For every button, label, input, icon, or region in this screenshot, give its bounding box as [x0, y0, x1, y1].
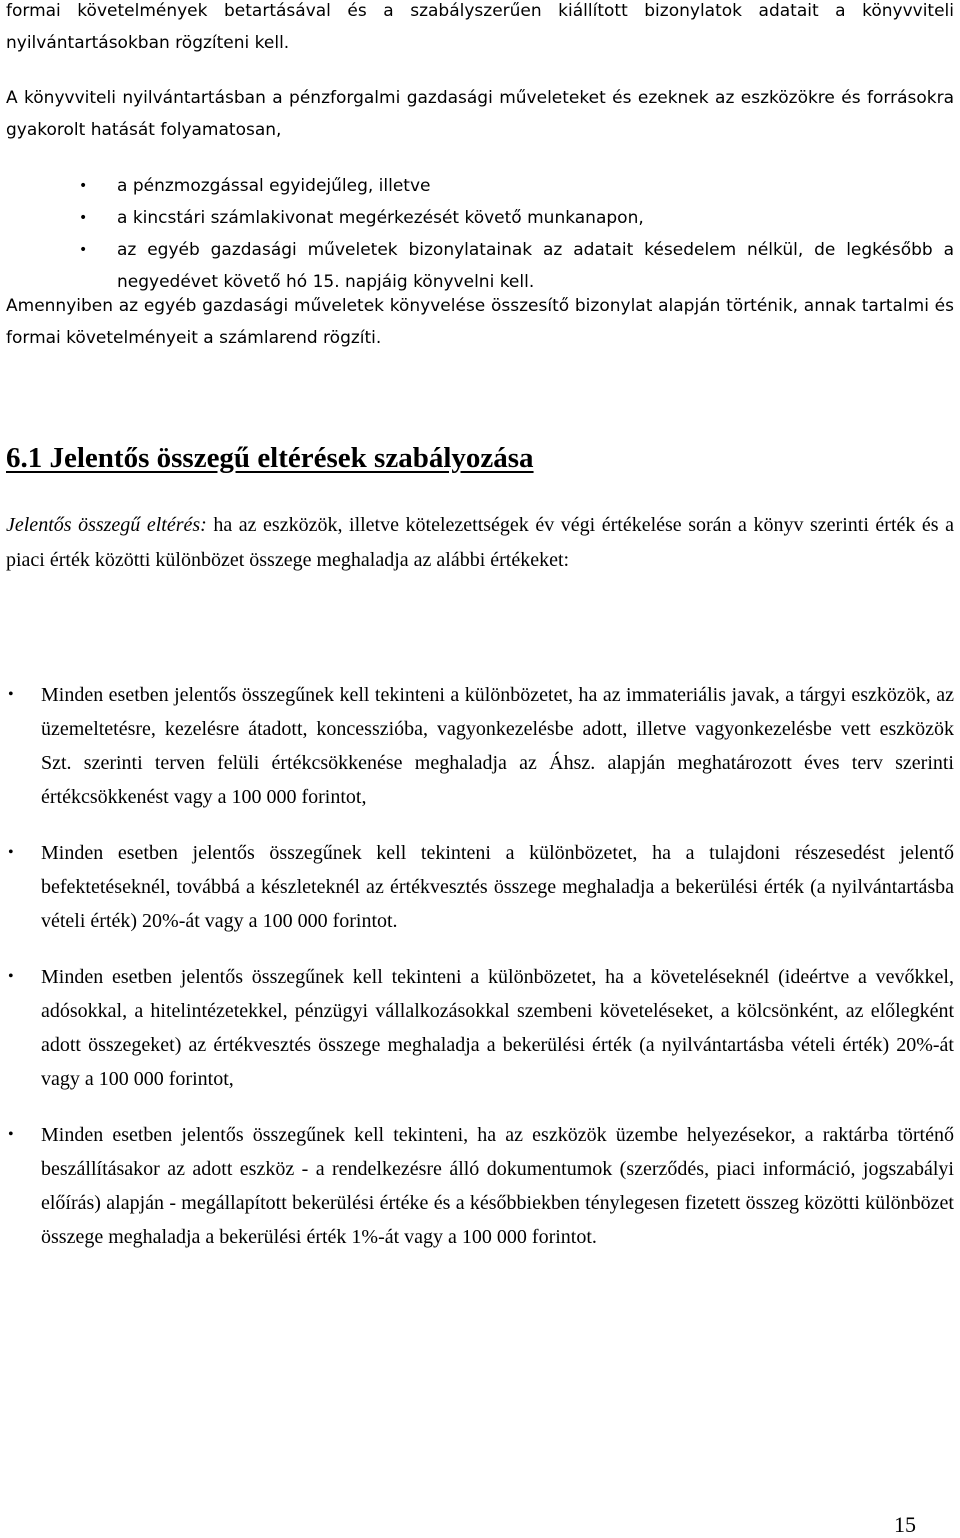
- list-item: [6, 960, 954, 1096]
- list-item: [6, 678, 954, 814]
- list-item-text: a kincstári számlakivonat megérkezését követő munkanapon,: [117, 208, 644, 228]
- intro-paragraph: A könyvviteli nyilvántartásban a pénzforgalmi gazdasági műveleteket és ezeknek az eszközökre és forrásokra gyakorolt hatását folyamatosan,: [6, 88, 954, 140]
- bullet-icon: •: [8, 686, 14, 703]
- definition-term: Jelentős összegű eltérés:: [6, 514, 207, 536]
- posting-deadlines-list: [6, 170, 954, 298]
- summary-voucher-paragraph: Amennyiben az egyéb gazdasági műveletek könyvelése összesítő bizonylat alapján történik, annak tartalmi és formai követelményeit a számlarend rögzíti.: [6, 296, 954, 348]
- section-heading: 6.1 Jelentős összegű eltérések szabályozása: [6, 442, 534, 474]
- intro-continuation-paragraph: formai követelmények betartásával és a szabályszerűen kiállított bizonylatok adatait a könyvviteli nyilvántartásokban rögzíteni kell.: [6, 1, 954, 53]
- bullet-icon: •: [8, 968, 14, 985]
- list-item: [6, 202, 954, 234]
- list-item: [6, 234, 954, 298]
- list-item-text: Minden esetben jelentős összegűnek kell tekinteni, ha az eszközök üzembe helyezésekor, a raktárba történő beszállításakor az adott eszköz - a rendelkezésre álló dokumentumok (szerződés, piaci információ, jogszabályi előírás) alapján - megállapított bekerülési értéke és a későbbiekben ténylegesen fizetett összeg közötti különbözet összege meghaladja a bekerülési érték 1%-át vagy a 100 000 forintot.: [41, 1124, 954, 1248]
- list-item: [6, 170, 954, 202]
- list-item-text: Minden esetben jelentős összegűnek kell tekinteni a különbözetet, ha az immateriális javak, a tárgyi eszközök, az üzemeltetésre, kezelésre átadott, koncesszióba, vagyonkezelésbe adott, illetve vagyonkezelésbe vett eszközök Szt. szerinti terven felüli értékcsökkenése meghaladja az Áhsz. alapján meghatározott éves terv szerinti értékcsökkenést vagy a 100 000 forintot,: [41, 684, 954, 808]
- list-item-text: Minden esetben jelentős összegűnek kell tekinteni a különbözetet, ha a követeléseknél (ideértve a vevőkkel, adósokkal, a hitelintézetekkel, pénzügyi vállalkozásokkal szembeni követeléseket, a kölcsönként, az előlegként adott összegeket) az értékvesztés összege meghaladja a bekerülési érték (a nyilvántartásba vételi érték) 20%-át vagy a 100 000 forintot,: [41, 966, 954, 1090]
- significant-difference-rules-list: [6, 678, 954, 1276]
- bullet-icon: •: [79, 242, 88, 258]
- bullet-icon: •: [8, 1126, 14, 1143]
- list-item-text: a pénzmozgással egyidejűleg, illetve: [117, 176, 431, 196]
- document-page: [6, 0, 954, 1537]
- page-number: 15: [894, 1512, 916, 1537]
- definition-paragraph: [6, 508, 954, 578]
- list-item-text: Minden esetben jelentős összegűnek kell tekinteni a különbözetet, ha a tulajdoni részesedést jelentő befektetéseknél, továbbá a készleteknél az értékvesztés összege meghaladja a bekerülési érték (a nyilvántartásba vételi érték) 20%-át vagy a 100 000 forintot.: [41, 842, 954, 932]
- bullet-icon: •: [79, 178, 88, 194]
- bullet-icon: •: [79, 210, 88, 226]
- bullet-icon: •: [8, 844, 14, 861]
- list-item: [6, 1118, 954, 1254]
- list-item-text: az egyéb gazdasági műveletek bizonylatainak az adatait késedelem nélkül, de legkésőbb a negyedévet követő hó 15. napjáig könyvelni kell.: [117, 240, 954, 292]
- list-item: [6, 836, 954, 938]
- definition-text: ha az eszközök, illetve kötelezettségek év végi értékelése során a könyv szerinti érték és a piaci érték közötti különbözet összege meghaladja az alábbi értékeket:: [6, 514, 954, 571]
